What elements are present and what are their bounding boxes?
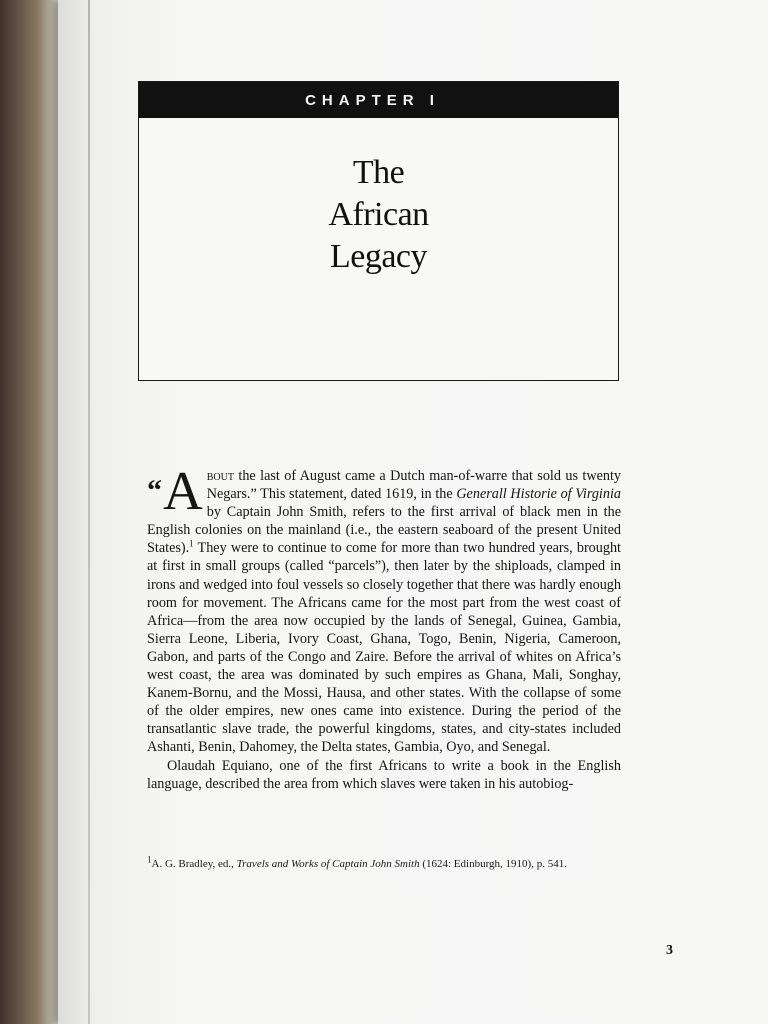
paragraph [147,460,621,757]
paragraph-text: by Captain John Smith, refers to the first arrival of black men in the English colonies on the mainland (i.e., the eastern seaboard of the present United States). [147,504,621,557]
page-number: 3 [666,943,673,958]
paragraph-text: the last of August came a Dutch man-of-warre that sold us twenty Negars.” This statement, dated 1619, in the [206,468,621,503]
drop-cap-quote: “ [147,474,162,507]
smallcaps-lead: bout [206,468,234,484]
footnote [147,854,621,872]
footnote-italic-title: Travels and Works of Captain John Smith [236,858,420,870]
chapter-title [139,152,618,278]
paragraph-text: They were to continue to come for more than two hundred years, brought at first in small groups (called “parcels”), then later by the shiploads, clamped in irons and wedged into foul vessels so closely together that there was hardly enough room for movement. The Africans came for the most part from the west coast of Africa—from the area now occupied by the lands of Senegal, Guinea, Gambia, Sierra Leone, Liberia, Ivory Coast, Ghana, Togo, Benin, Nigeria, Cameroon, Gabon, and parts of the Congo and Zaire. Before the arrival of whites on Africa’s west coast, the area was dominated by such empires as Ghana, Mali, Songhay, Kanem-Bornu, and the Mossi, Hausa, and other states. With the collapse of some of the older empires, new ones came into existence. During the period of the transatlantic slave trade, the powerful kingdoms, states, and city-states included Ashanti, Benin, Dahomey, the Delta states, Gambia, Oyo, and Senegal. [147,540,621,756]
chapter-title-line: Legacy [329,238,428,275]
footnote-reference: 1 [189,538,194,549]
footnote-text: A. G. Bradley, ed., [151,858,237,870]
body-text [147,460,621,793]
footnote-marker: 1 [147,854,152,865]
drop-cap [147,460,203,521]
footnote-text: (1624: Edinburgh, 1910), p. 541. [419,858,567,870]
chapter-title-line: The [352,154,405,191]
chapter-label: CHAPTER I [139,82,618,118]
chapter-title-line: African [328,196,429,233]
chapter-heading-box [138,81,619,381]
page-gutter [88,0,90,1024]
paragraph: Olaudah Equiano, one of the first Africans to write a book in the English language, described the area from which slaves were taken in his autobiog- [147,757,621,792]
book-title-italic: Generall Historie of Virginia [456,486,621,503]
drop-cap-letter: A [163,460,203,521]
